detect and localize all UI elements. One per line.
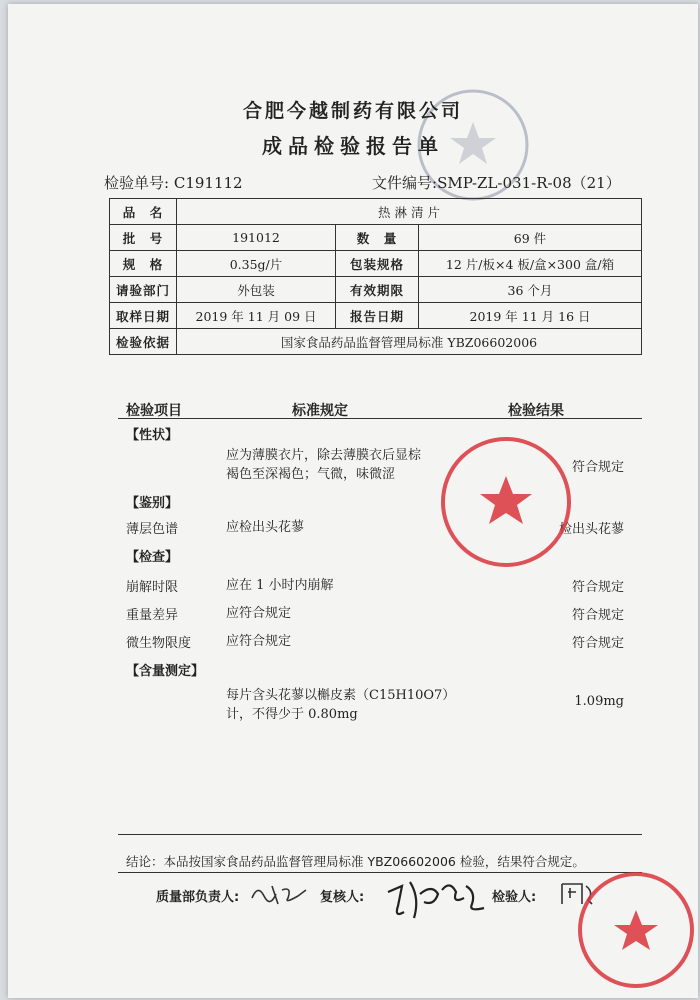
- dept-value: 外包装: [177, 277, 336, 303]
- col-standard-header: 标准规定: [292, 403, 348, 419]
- qc-stamp: [436, 432, 576, 572]
- microbial-result: 符合规定: [571, 636, 624, 651]
- buyer-stamp: [574, 868, 698, 992]
- quantity-label: 数 量: [336, 225, 419, 251]
- report-date-label: 报告日期: [336, 303, 419, 329]
- assay-result: 1.09mg: [574, 694, 624, 709]
- weight-item: 重量差异: [126, 608, 179, 623]
- assay-standard-line1: 每片含头花蓼以槲皮素（C15H10O7）: [226, 688, 456, 703]
- disintegration-standard: 应在 1 小时内崩解: [226, 578, 334, 593]
- section-inspection: 【检查】: [126, 550, 179, 565]
- section-appearance: 【性状】: [126, 428, 179, 443]
- validity-label: 有效期限: [336, 277, 419, 303]
- disintegration-result: 符合规定: [571, 580, 624, 595]
- col-item-header: 检验项目: [126, 403, 182, 419]
- weight-standard: 应符合规定: [226, 606, 292, 621]
- company-name: 合肥今越制药有限公司: [242, 100, 463, 122]
- product-name: 热 淋 清 片: [177, 199, 642, 225]
- conclusion-top-divider: [118, 834, 642, 835]
- tlc-standard: 应检出头花蓼: [226, 520, 305, 535]
- appearance-result: 符合规定: [571, 460, 624, 475]
- assay-standard-line2: 计，不得少于 0.80mg: [226, 707, 358, 722]
- microbial-standard: 应符合规定: [226, 634, 292, 649]
- packing-label: 包装规格: [336, 251, 419, 277]
- inspection-number: 检验单号: C191112: [104, 174, 243, 192]
- tlc-item: 薄层色谱: [126, 522, 179, 537]
- section-identification: 【鉴别】: [126, 496, 179, 511]
- weight-result: 符合规定: [571, 608, 624, 623]
- validity-value: 36 个月: [419, 277, 642, 303]
- packing-value: 12 片/板×4 板/盒×300 盒/箱: [419, 251, 642, 277]
- spec-label: 规 格: [110, 251, 177, 277]
- appearance-standard-line2: 褐色至深褐色；气微，味微涩: [226, 467, 396, 482]
- quantity-value: 69 件: [419, 225, 642, 251]
- product-name-label: 品 名: [110, 199, 177, 225]
- col-result-header: 检验结果: [508, 403, 564, 419]
- report-sheet: [8, 4, 698, 998]
- inspector-label: 检验人:: [492, 890, 537, 905]
- quality-head-label: 质量部负责人:: [156, 890, 240, 905]
- tlc-result: 检出头花蓼: [558, 522, 624, 537]
- page-title: 成品检验报告单: [262, 134, 444, 158]
- spec-value: 0.35g/片: [177, 251, 336, 277]
- sampling-date-value: 2019 年 11 月 09 日: [177, 303, 336, 329]
- dept-label: 请验部门: [110, 277, 177, 303]
- batch-label: 批 号: [110, 225, 177, 251]
- section-assay: 【含量测定】: [126, 664, 205, 679]
- sampling-date-label: 取样日期: [110, 303, 177, 329]
- reviewer-label: 复核人:: [320, 890, 365, 905]
- conclusion: 结论：本品按国家食品药品监督管理局标准 YBZ06602006 检验，结果符合规定。: [126, 854, 585, 869]
- report-date-value: 2019 年 11 月 16 日: [419, 303, 642, 329]
- batch-value: 191012: [177, 225, 336, 251]
- product-info-table: [109, 198, 642, 355]
- appearance-standard-line1: 应为薄膜衣片，除去薄膜衣后显棕: [226, 448, 422, 463]
- reviewer-signature: [380, 872, 492, 924]
- basis-value: 国家食品药品监督管理局标准 YBZ06602006: [177, 329, 642, 355]
- quality-head-signature: [248, 882, 310, 908]
- disintegration-item: 崩解时限: [126, 580, 179, 595]
- file-number: 文件编号:SMP-ZL-031-R-08（21）: [372, 174, 621, 192]
- header-divider: [118, 418, 642, 419]
- basis-label: 检验依据: [110, 329, 177, 355]
- microbial-item: 微生物限度: [126, 636, 192, 651]
